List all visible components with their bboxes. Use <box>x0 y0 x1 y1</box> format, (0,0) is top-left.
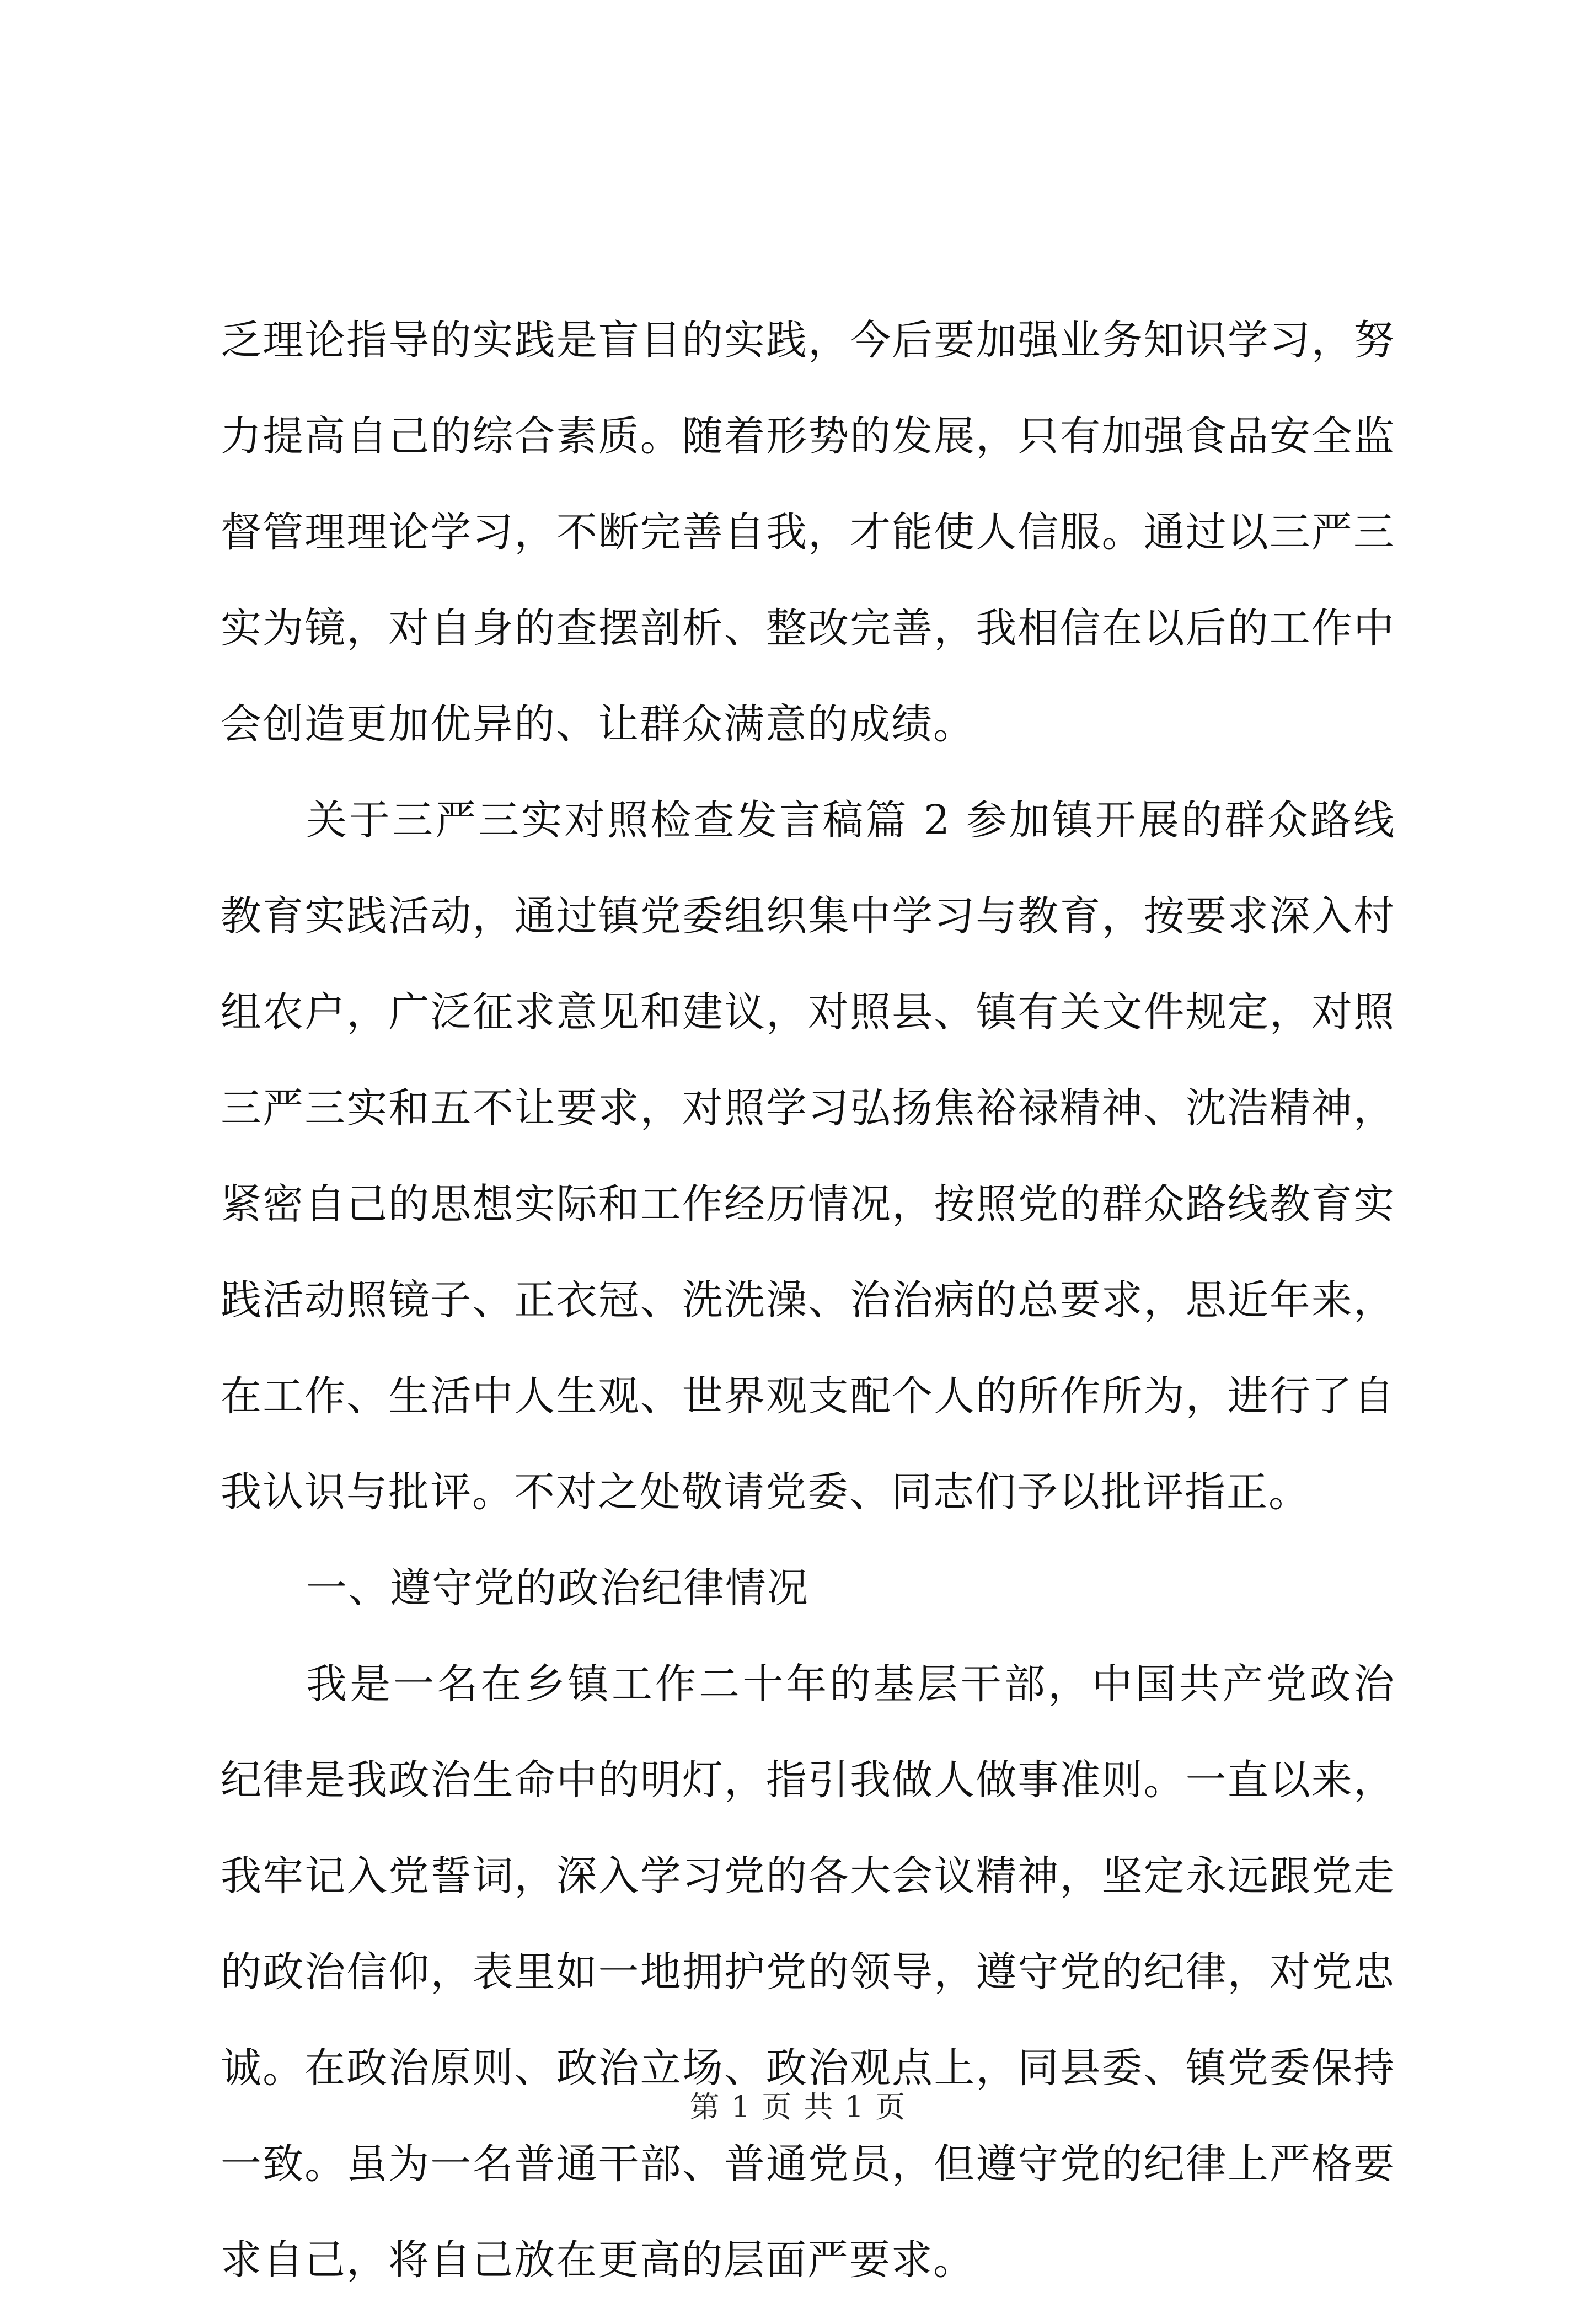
document-body <box>221 292 1395 2308</box>
paragraph-section-2-intro: 关于三严三实对照检查发言稿篇 2 参加镇开展的群众路线教育实践活动，通过镇党委组织集中学习与教育，按要求深入村组农户，广泛征求意见和建议，对照县、镇有关文件规定，对照三严三实和五不让要求，对照学习弘扬焦裕禄精神、沈浩精神，紧密自己的思想实际和工作经历情况，按照党的群众路线教育实践活动照镜子、正衣冠、洗洗澡、治治病的总要求，思近年来，在工作、生活中人生观、世界观支配个人的所作所为，进行了自我认识与批评。不对之处敬请党委、同志们予以批评指正。 <box>221 797 1395 1516</box>
paragraph-continuation: 乏理论指导的实践是盲目的实践，今后要加强业务知识学习，努力提高自己的综合素质。随着形势的发展，只有加强食品安全监督管理理论学习，不断完善自我，才能使人信服。通过以三严三实为镜，对自身的查摆剖析、整改完善，我相信在以后的工作中会创造更加优异的、让群众满意的成绩。 <box>221 317 1395 748</box>
page-footer: 第 1 页 共 1 页 <box>689 2090 907 2124</box>
section-heading: 一、遵守党的政治纪律情况 <box>306 1564 809 1612</box>
paragraph-political-discipline: 我是一名在乡镇工作二十年的基层干部，中国共产党政治纪律是我政治生命中的明灯，指引我做人做事准则。一直以来，我牢记入党誓词，深入学习党的各大会议精神，坚定永远跟党走的政治信仰，表里如一地拥护党的领导，遵守党的纪律，对党忠诚。在政治原则、政治立场、政治观点上，同县委、镇党委保持一致。虽为一名普通干部、普通党员，但遵守党的纪律上严格要求自己，将自己放在更高的层面严要求。 <box>221 1660 1395 2284</box>
